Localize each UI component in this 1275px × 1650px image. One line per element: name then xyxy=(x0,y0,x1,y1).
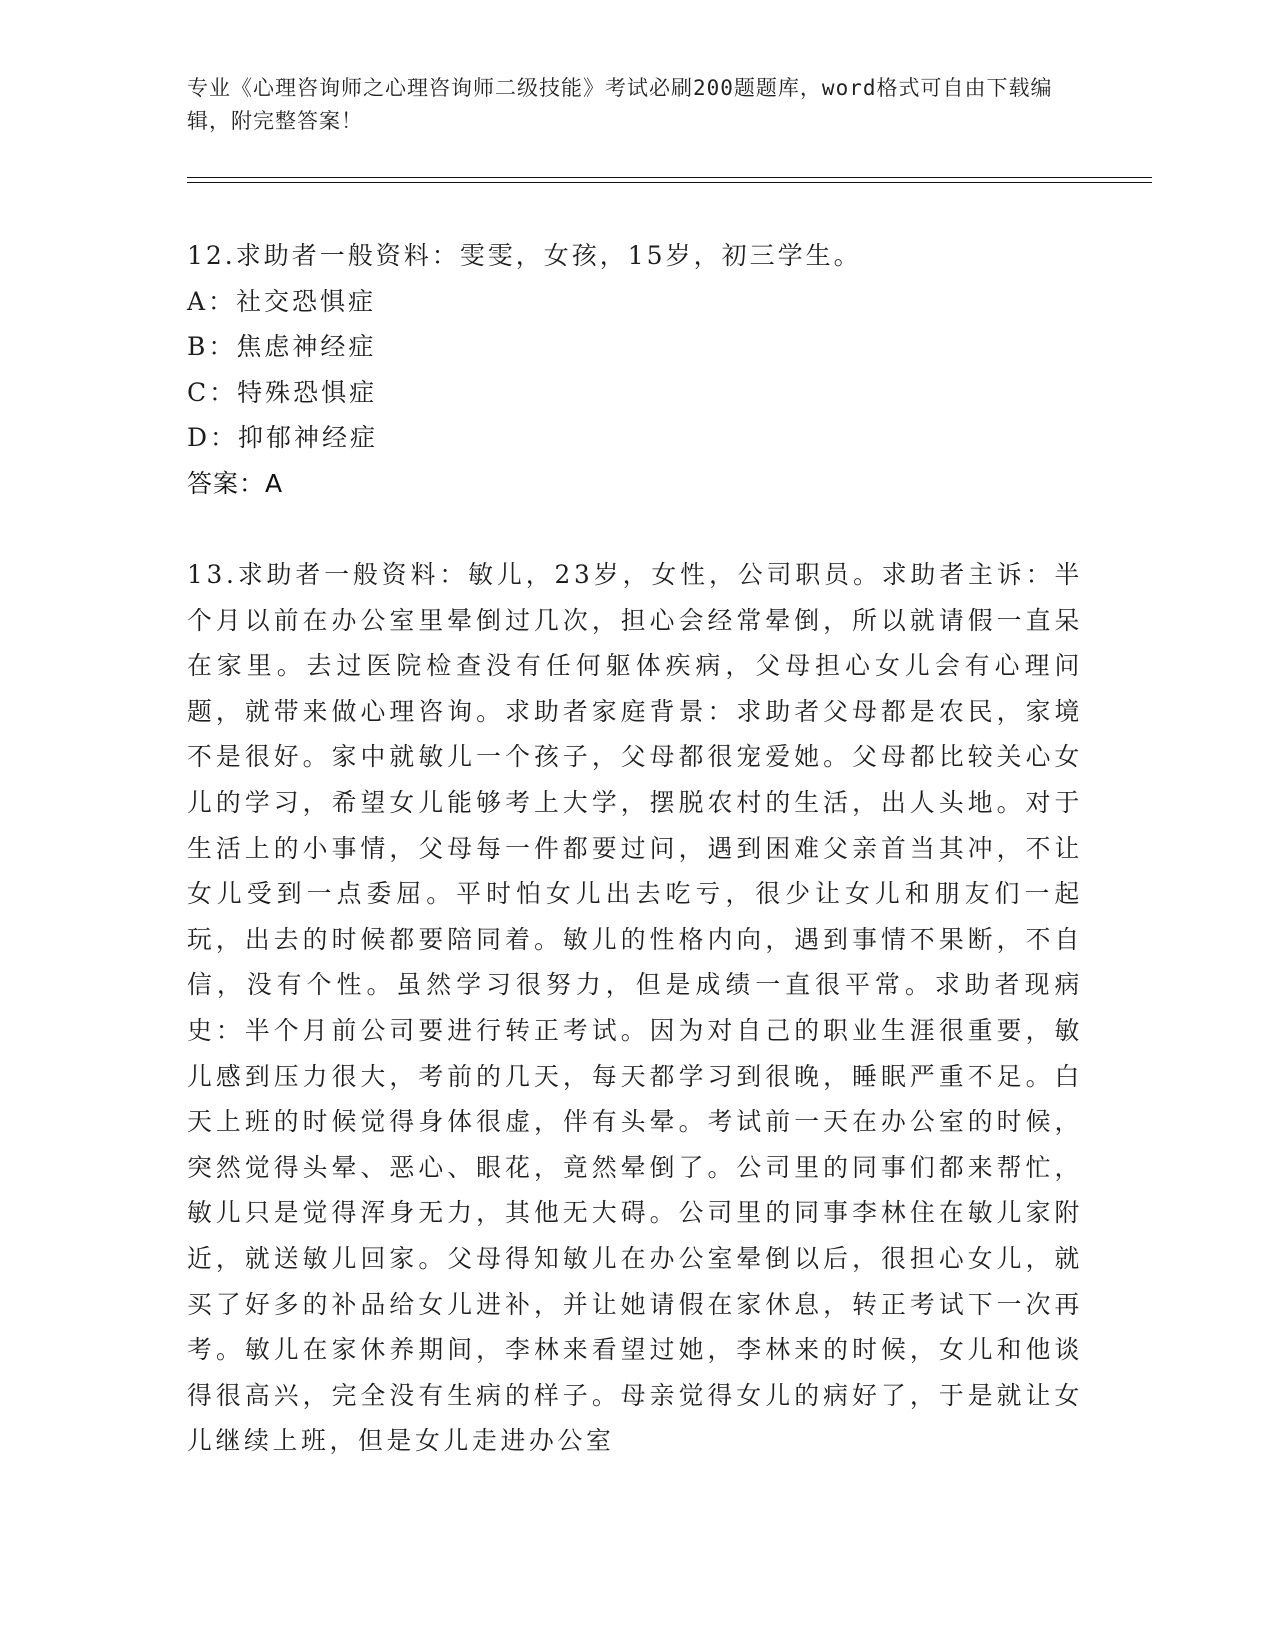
header-divider-bottom xyxy=(187,182,1152,183)
question-13-stem: 13.求助者一般资料：敏儿，23岁，女性，公司职员。求助者主诉：半个月以前在办公室里晕倒过几次，担心会经常晕倒，所以就请假一直呆在家里。去过医院检查没有任何躯体疾病，父母担心女儿会有心理问题，就带来做心理咨询。求助者家庭背景：求助者父母都是农民，家境不是很好。家中就敏儿一个孩子，父母都很宠爱她。父母都比较关心女儿的学习，希望女儿能够考上大学，摆脱农村的生活，出人头地。对于生活上的小事情，父母每一件都要过问，遇到困难父亲首当其冲，不让女儿受到一点委屈。平时怕女儿出去吃亏，很少让女儿和朋友们一起玩，出去的时候都要陪同着。敏儿的性格内向，遇到事情不果断，不自信，没有个性。虽然学习很努力，但是成绩一直很平常。求助者现病史：半个月前公司要进行转正考试。因为对自己的职业生涯很重要，敏儿感到压力很大，考前的几天，每天都学习到很晚，睡眠严重不足。白天上班的时候觉得身体很虚，伴有头晕。考试前一天在办公室的时候，突然觉得头晕、恶心、眼花，竟然晕倒了。公司里的同事们都来帮忙，敏儿只是觉得浑身无力，其他无大碍。公司里的同事李林住在敏儿家附近，就送敏儿回家。父母得知敏儿在办公室晕倒以后，很担心女儿，就买了好多的补品给女儿进补，并让她请假在家休息，转正考试下一次再考。敏儿在家休养期间，李林来看望过她，李林来的时候，女儿和他谈得很高兴，完全没有生病的样子。母亲觉得女儿的病好了，于是就让女儿继续上班，但是女儿走进办公室 xyxy=(187,560,1083,1456)
header-divider-top xyxy=(187,177,1152,178)
question-12 xyxy=(187,233,1087,506)
option-c: C：特殊恐惧症 xyxy=(187,377,378,407)
answer-label: 答案：A xyxy=(187,468,284,498)
option-a: A：社交恐惧症 xyxy=(187,286,377,316)
document-header-title: 专业《心理咨询师之心理咨询师二级技能》考试必刷200题题库，word格式可自由下载编辑，附完整答案！ xyxy=(187,76,1053,133)
question-stem: 12.求助者一般资料：雯雯，女孩，15岁，初三学生。 xyxy=(187,241,862,270)
option-b: B：焦虑神经症 xyxy=(187,332,377,361)
option-d: D：抑郁神经症 xyxy=(187,423,379,452)
